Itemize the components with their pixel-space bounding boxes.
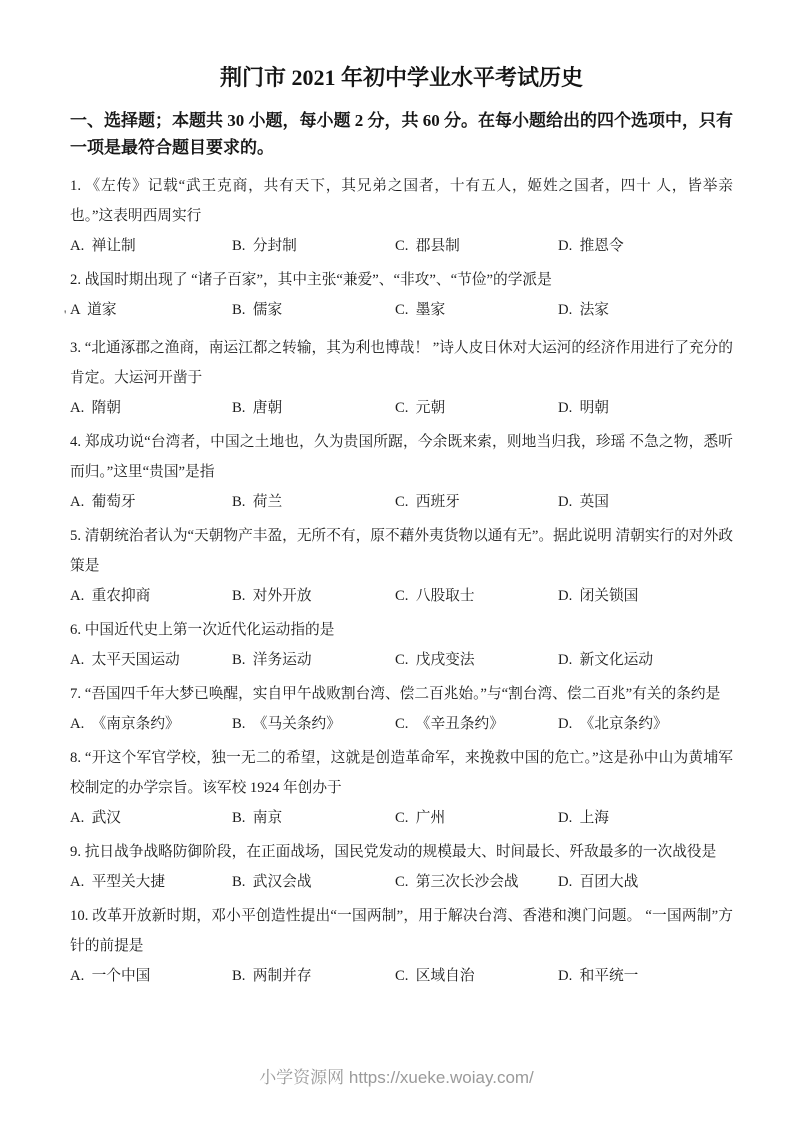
- option-b: B. 唐朝: [232, 400, 283, 416]
- question-stem: 10. 改革开放新时期，邓小平创造性提出“一国两制”，用于解决台湾、香港和澳门问题。 “一国两制”方针的前提是: [70, 908, 733, 954]
- question-stem: 8. “开这个军官学校，独一无二的希望，这就是创造革命军，来挽救中国的危亡。”这是孙中山为黄埔军校制定的办学宗旨。该军校 1924 年创办于: [70, 750, 733, 796]
- option-c: C. 元朝: [395, 400, 446, 416]
- option-c: C. 八股取士: [395, 588, 475, 604]
- section-instructions: 一、选择题；本题共 30 小题，每小题 2 分，共 60 分。在每小题给出的四个选项中，只有一项是最符合题目要求的。: [70, 111, 733, 157]
- question-4: [70, 427, 733, 517]
- question-7: [70, 679, 733, 739]
- question-stem: 3. “北通涿郡之渔商，南运江都之转输，其为利也博哉！ ”诗人皮日休对大运河的经济作用进行了充分的肯定。大运河开凿于: [70, 340, 733, 386]
- question-2: [70, 265, 733, 325]
- option-b: B. 武汉会战: [232, 874, 312, 890]
- question-9: [70, 837, 733, 897]
- option-d: D. 百团大战: [558, 874, 639, 890]
- question-1: [70, 171, 733, 261]
- options-row: [70, 295, 733, 325]
- option-b: B. 儒家: [232, 302, 283, 318]
- option-c: C. 广州: [395, 810, 446, 826]
- option-d: D. 闭关锁国: [558, 588, 639, 604]
- option-a: A. 隋朝: [70, 400, 121, 416]
- option-a: A. 重农抑商: [70, 588, 151, 604]
- option-a: A. 葡萄牙: [70, 494, 136, 510]
- option-c: C. 区域自治: [395, 968, 475, 984]
- question-6: [70, 615, 733, 675]
- option-d: D. 英国: [558, 494, 609, 510]
- option-a: A. 一个中国: [70, 968, 151, 984]
- option-b: B. 两制并存: [232, 968, 312, 984]
- option-b: B. 南京: [232, 810, 283, 826]
- options-row: [70, 487, 733, 517]
- option-c: C. 第三次长沙会战: [395, 874, 519, 890]
- page-title: 荆门市 2021 年初中学业水平考试历史: [219, 65, 583, 90]
- option-b: B. 《马关条约》: [232, 716, 341, 732]
- option-c: C. 《辛丑条约》: [395, 716, 504, 732]
- option-c: C. 西班牙: [395, 494, 460, 510]
- option-c: C. 墨家: [395, 302, 446, 318]
- question-5: [70, 521, 733, 611]
- option-a: A. 《南京条约》: [70, 716, 180, 732]
- option-c: C. 郡县制: [395, 238, 460, 254]
- option-a: A. 武汉: [70, 810, 121, 826]
- option-a: A. 平型关大捷: [70, 874, 166, 890]
- question-8: [70, 743, 733, 833]
- options-row: [70, 961, 733, 991]
- option-d: D. 新文化运动: [558, 652, 654, 668]
- options-row: [70, 867, 733, 897]
- options-row: [70, 581, 733, 611]
- option-c: C. 戊戌变法: [395, 652, 475, 668]
- watermark-footer: 小学资源网 https://xueke.woiay.com/: [259, 1068, 534, 1087]
- option-d: D. 推恩令: [558, 238, 624, 254]
- question-stem: 2. 战国时期出现了 “诸子百家”，其中主张“兼爱”、“非攻”、“节俭”的学派是: [70, 272, 552, 288]
- options-row: [70, 393, 733, 423]
- option-d: D. 明朝: [558, 400, 609, 416]
- options-row: [70, 803, 733, 833]
- question-stem: 1. 《左传》记载“武王克商，共有天下，其兄弟之国者，十有五人，姬姓之国者，四十 人，皆举亲也。”这表明西周实行: [70, 178, 733, 224]
- question-stem: 4. 郑成功说“台湾者，中国之土地也，久为贵国所踞，今余既来索，则地当归我，珍瑶 不急之物，悉听而归。”这里“贵国”是指: [70, 434, 733, 480]
- option-d: D. 法家: [558, 302, 609, 318]
- option-d: D. 《北京条约》: [558, 716, 668, 732]
- option-a: A. 禅让制: [70, 238, 136, 254]
- option-b: B. 分封制: [232, 238, 297, 254]
- option-d: D. 和平统一: [558, 968, 639, 984]
- options-row: [70, 645, 733, 675]
- option-b: B. 荷兰: [232, 494, 283, 510]
- option-a: A. 太平天国运动: [70, 652, 180, 668]
- question-list: [70, 171, 733, 991]
- question-10: [70, 901, 733, 991]
- options-row: [70, 709, 733, 739]
- question-3: [70, 333, 733, 423]
- option-a: A 道家: [70, 302, 117, 318]
- option-b: B. 对外开放: [232, 588, 312, 604]
- question-stem: 9. 抗日战争战略防御阶段，在正面战场，国民党发动的规模最大、时间最长、歼敌最多的一次战役是: [70, 844, 717, 860]
- option-d: D. 上海: [558, 810, 609, 826]
- options-row: [70, 231, 733, 261]
- question-stem: 5. 清朝统治者认为“天朝物产丰盈，无所不有，原不藉外夷货物以通有无”。据此说明 清朝实行的对外政策是: [70, 528, 733, 574]
- option-b: B. 洋务运动: [232, 652, 312, 668]
- scan-artifact-mark: ': [64, 307, 67, 322]
- question-stem: 6. 中国近代史上第一次近代化运动指的是: [70, 622, 335, 638]
- question-stem: 7. “吾国四千年大梦已唤醒，实自甲午战败割台湾、偿二百兆始。”与“割台湾、偿二百兆”有关的条约是: [70, 686, 721, 702]
